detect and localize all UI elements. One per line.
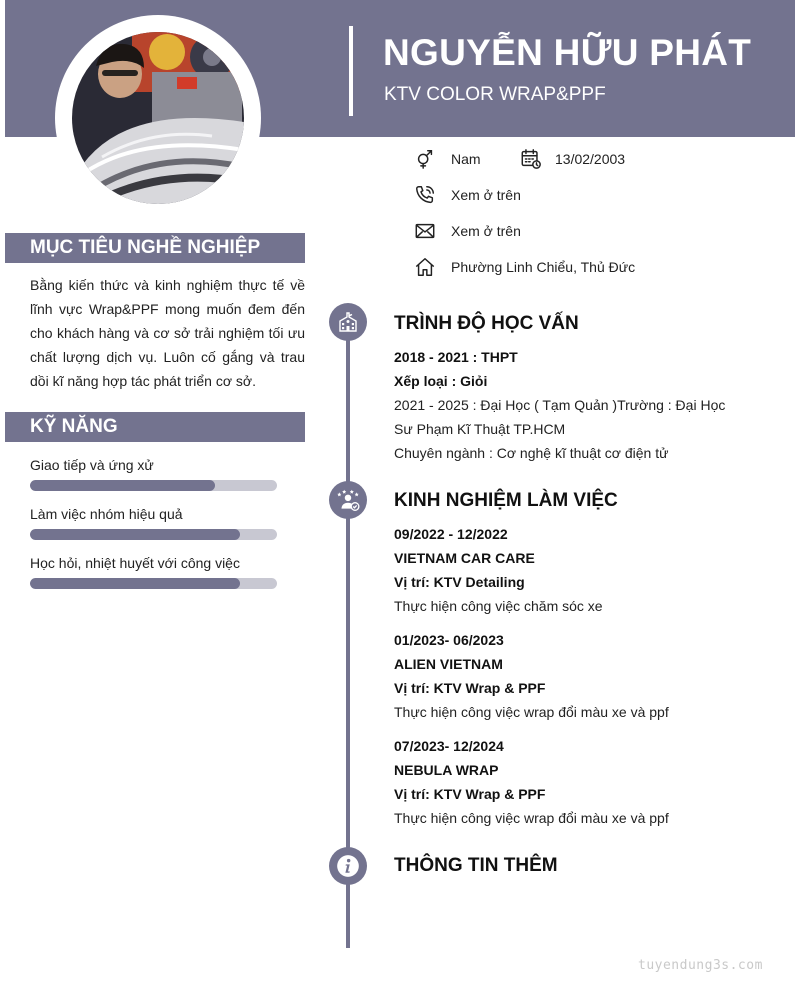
watermark: tuyendung3s.com xyxy=(638,958,763,973)
job-position: Vị trí: KTV Detailing xyxy=(394,574,525,590)
envelope-icon xyxy=(414,220,436,242)
job-description: Thực hiện công việc wrap đổi màu xe và ppf xyxy=(394,704,669,720)
job-company: ALIEN VIETNAM xyxy=(394,656,503,672)
gender-icon xyxy=(414,148,436,170)
gender-value: Nam xyxy=(451,151,481,167)
skill-label: Học hỏi, nhiệt huyết với công việc xyxy=(30,555,240,571)
avatar xyxy=(72,32,244,204)
calendar-icon xyxy=(520,148,542,170)
school-icon xyxy=(329,303,367,341)
contact-address xyxy=(414,255,635,279)
skill-bar-fill xyxy=(30,480,215,491)
skill-bar xyxy=(30,480,277,491)
job-company: NEBULA WRAP xyxy=(394,762,499,778)
house-icon xyxy=(414,256,436,278)
experience-heading: KINH NGHIỆM LÀM VIỆC xyxy=(394,490,618,511)
dob-value: 13/02/2003 xyxy=(555,151,626,167)
skill-bar-fill xyxy=(30,529,240,540)
contact-email xyxy=(414,219,521,243)
contact-phone xyxy=(414,183,521,207)
job-title: KTV COLOR WRAP&PPF xyxy=(384,84,606,105)
info-icon xyxy=(329,847,367,885)
education-line: Chuyên ngành : Cơ nghệ kĩ thuật cơ điện tử xyxy=(394,445,669,461)
objective-heading: MỤC TIÊU NGHỀ NGHIỆP xyxy=(5,233,305,263)
address-value: Phường Linh Chiểu, Thủ Đức xyxy=(451,259,636,275)
header-divider xyxy=(349,26,353,116)
additional-heading: THÔNG TIN THÊM xyxy=(394,855,558,876)
team-icon xyxy=(329,481,367,519)
skills-heading: KỸ NĂNG xyxy=(5,412,305,442)
education-heading: TRÌNH ĐỘ HỌC VẤN xyxy=(394,313,579,334)
skill-label: Giao tiếp và ứng xử xyxy=(30,457,154,473)
job-position: Vị trí: KTV Wrap & PPF xyxy=(394,680,546,696)
contact-gender xyxy=(414,147,481,171)
job-period: 07/2023- 12/2024 xyxy=(394,738,504,754)
education-line: 2018 - 2021 : THPT xyxy=(394,349,518,365)
email-value: Xem ở trên xyxy=(451,223,521,239)
education-line: 2021 - 2025 : Đại Học ( Tạm Quản )Trường : Đại Học xyxy=(394,397,726,413)
skill-bar-fill xyxy=(30,578,240,589)
skill-bar xyxy=(30,529,277,540)
candidate-name: NGUYỄN HỮU PHÁT xyxy=(383,32,752,73)
job-period: 09/2022 - 12/2022 xyxy=(394,526,508,542)
skill-label: Làm việc nhóm hiệu quả xyxy=(30,506,183,522)
education-line: Xếp loại : Giỏi xyxy=(394,373,488,389)
skill-bar xyxy=(30,578,277,589)
education-line: Sư Phạm Kĩ Thuật TP.HCM xyxy=(394,421,566,437)
job-description: Thực hiện công việc chăm sóc xe xyxy=(394,598,603,614)
job-company: VIETNAM CAR CARE xyxy=(394,550,535,566)
contact-dob xyxy=(520,147,625,171)
job-period: 01/2023- 06/2023 xyxy=(394,632,504,648)
job-description: Thực hiện công việc wrap đổi màu xe và ppf xyxy=(394,810,669,826)
phone-icon xyxy=(414,184,436,206)
job-position: Vị trí: KTV Wrap & PPF xyxy=(394,786,546,802)
objective-text: Bằng kiến thức và kinh nghiệm thực tế về lĩnh vực Wrap&PPF mong muốn đem đến cho khách hàng và cơ sở trải nghiệm tối ưu chất lượng dịch vụ. Luôn cố gắng và trau dồi kĩ năng hợp tác phát triển cơ sở. xyxy=(30,277,305,389)
phone-value: Xem ở trên xyxy=(451,187,521,203)
